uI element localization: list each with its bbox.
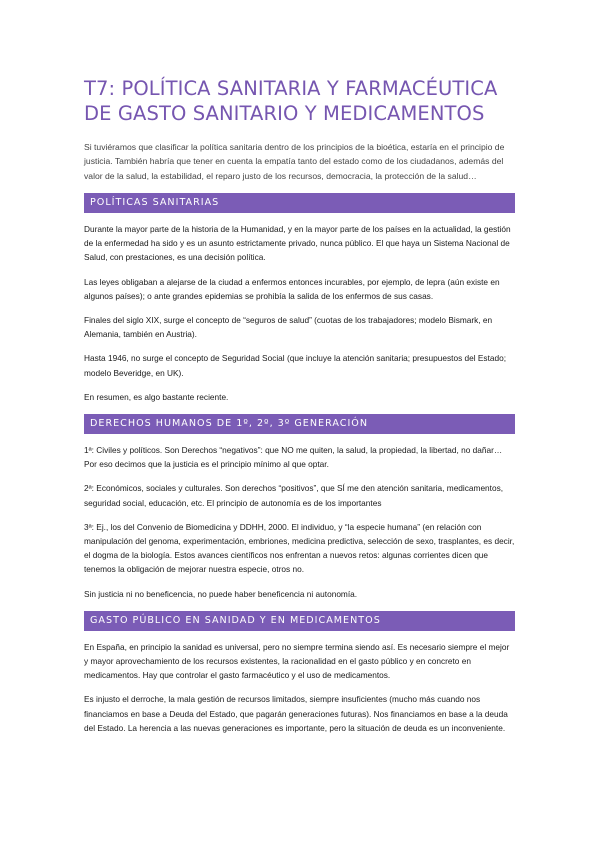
paragraph: 2ª: Económicos, sociales y culturales. Son derechos “positivos”, que SÍ me den atención sanitaria, medicamentos, seguridad social, educación, etc. El principio de autonomía es de los importantes	[84, 483, 504, 508]
intro-paragraph: Si tuviéramos que clasificar la política sanitaria dentro de los principios de la bioética, estaría en el principio de justicia. También habría que tener en cuenta la empatía tanto del estado como de los ciudadanos, además del valor de la salud, la estabilidad, el reparo justo de los recursos, democracia, la protección de la salud…	[84, 142, 505, 181]
paragraph: Hasta 1946, no surge el concepto de Seguridad Social (que incluye la atención sanitaria; presupuestos del Estado; modelo Beveridge, en UK).	[84, 353, 507, 378]
paragraph: 3ª: Ej., los del Convenio de Biomedicina y DDHH, 2000. El individuo, y “la especie humana” (en relación con manipulación del genoma, experimentación, embriones, medicina predictiva, selección de sexo, trasplantes, es decir, el dogma de la biología. Estos avances científicos nos enfrentan a nuevos retos: algunas corrientes dicen que tenemos la obligación de mejorar nuestra especie, otros no.	[84, 521, 515, 575]
paragraph: Las leyes obligaban a alejarse de la ciudad a enfermos entonces incurables, por ejemplo, de lepra (aún existe en algunos países); o ante grandes epidemias se prohibía la salida de los enfermos de sus casas.	[84, 276, 500, 301]
section-gasto-publico	[84, 631, 515, 735]
paragraph: En España, en principio la sanidad es universal, pero no siempre termina siendo así. Es necesario siempre el mejor y mayor aprovechamiento de los recursos existentes, la racionalidad en el gasto público y en concreto en medicamentos. Hay que controlar el gasto farmacéutico y el uso de medicamentos.	[84, 641, 510, 681]
paragraph: 1ª: Civiles y políticos. Son Derechos “negativos”: que NO me quiten, la salud, la propiedad, la libertad, no dañar… Por eso decimos que la justicia es el principio mínimo al que optar.	[84, 444, 503, 470]
page-title	[84, 76, 515, 126]
title-line-1: T7: POLÍTICA SANITARIA Y FARMACÉUTICA	[84, 77, 498, 100]
paragraph: Durante la mayor parte de la historia de la Humanidad, y en la mayor parte de los países en la actualidad, la gestión de la enfermedad ha sido y es un asunto estrictamente privado, nunca público. El que haya un Sistema Nacional de Salud, con prestaciones, es una decisión política.	[84, 223, 511, 263]
section-heading-politicas-sanitarias: POLÍTICAS SANITARIAS	[84, 193, 515, 213]
title-line-2: DE GASTO SANITARIO Y MEDICAMENTOS	[84, 102, 485, 125]
paragraph: Es injusto el derroche, la mala gestión de recursos limitados, siempre insuficientes (mucho más cuando nos financiamos en base a Deuda del Estado, que pagarán generaciones futuras). Nos financiamos en base a la deuda del Estado. La herencia a las nuevas generaciones es importante, pero la situación de deuda es un inconveniente.	[84, 694, 508, 733]
paragraph: Finales del siglo XIX, surge el concepto de “seguros de salud” (cuotas de los trabajadores; modelo Bismark, en Alemania, también en Austria).	[84, 314, 493, 340]
paragraph: En resumen, es algo bastante reciente.	[84, 391, 229, 402]
section-derechos-humanos	[84, 434, 515, 601]
section-heading-gasto-publico: GASTO PÚBLICO EN SANIDAD Y EN MEDICAMENTOS	[84, 611, 515, 631]
section-heading-derechos-humanos: DERECHOS HUMANOS DE 1º, 2º, 3º GENERACIÓN	[84, 414, 515, 434]
section-politicas-sanitarias	[84, 213, 515, 404]
paragraph: Sin justicia ni no beneficencia, no puede haber beneficencia ni autonomía.	[84, 588, 358, 599]
